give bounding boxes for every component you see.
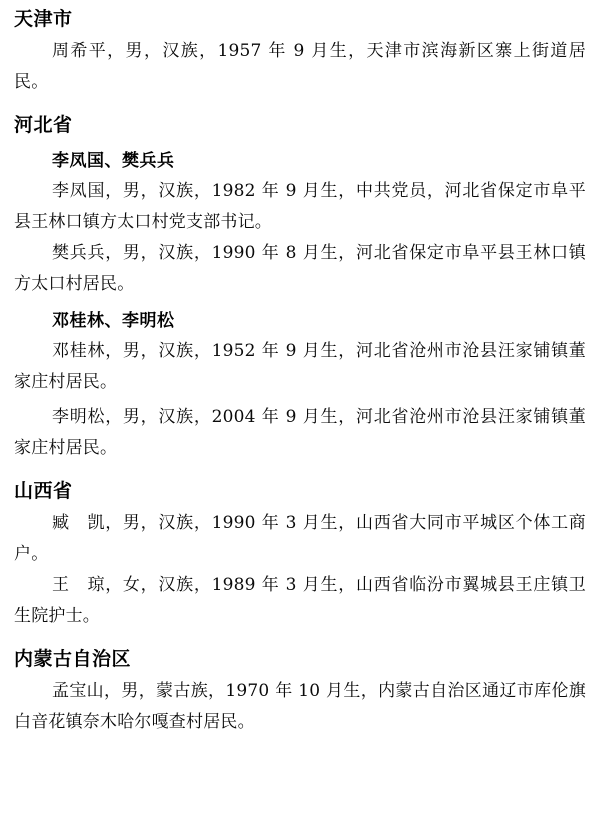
person-paragraph: 周希平，男，汉族，1957 年 9 月生，天津市滨海新区寨上街道居民。 bbox=[14, 41, 586, 92]
group-heading-names: 邓桂林、李明松 bbox=[52, 311, 175, 331]
section-heading-province: 天津市 bbox=[14, 8, 73, 30]
section-heading-province: 内蒙古自治区 bbox=[14, 648, 132, 670]
section-hebei bbox=[14, 110, 586, 464]
section-shanxi bbox=[14, 476, 586, 632]
person-paragraph: 孟宝山，男，蒙古族，1970 年 10 月生，内蒙古自治区通辽市库伦旗白音花镇奈木哈尔嘎查村居民。 bbox=[14, 681, 586, 732]
person-paragraph: 樊兵兵，男，汉族，1990 年 8 月生，河北省保定市阜平县王林口镇方太口村居民。 bbox=[14, 243, 586, 294]
section-tianjin bbox=[14, 4, 586, 98]
person-paragraph: 邓桂林，男，汉族，1952 年 9 月生，河北省沧州市沧县汪家铺镇董家庄村居民。 bbox=[14, 341, 586, 392]
section-heading-province: 山西省 bbox=[14, 480, 73, 502]
person-paragraph: 李明松，男，汉族，2004 年 9 月生，河北省沧州市沧县汪家铺镇董家庄村居民。 bbox=[14, 407, 586, 458]
person-paragraph: 李凤国，男，汉族，1982 年 9 月生，中共党员，河北省保定市阜平县王林口镇方太口村党支部书记。 bbox=[14, 181, 586, 232]
group-heading-names: 李凤国、樊兵兵 bbox=[52, 151, 175, 171]
section-inner-mongolia bbox=[14, 644, 586, 738]
section-heading-province: 河北省 bbox=[14, 114, 73, 136]
person-paragraph: 臧 凯，男，汉族，1990 年 3 月生，山西省大同市平城区个体工商户。 bbox=[14, 513, 586, 564]
person-paragraph: 王 琼，女，汉族，1989 年 3 月生，山西省临汾市翼城县王庄镇卫生院护士。 bbox=[14, 575, 586, 626]
